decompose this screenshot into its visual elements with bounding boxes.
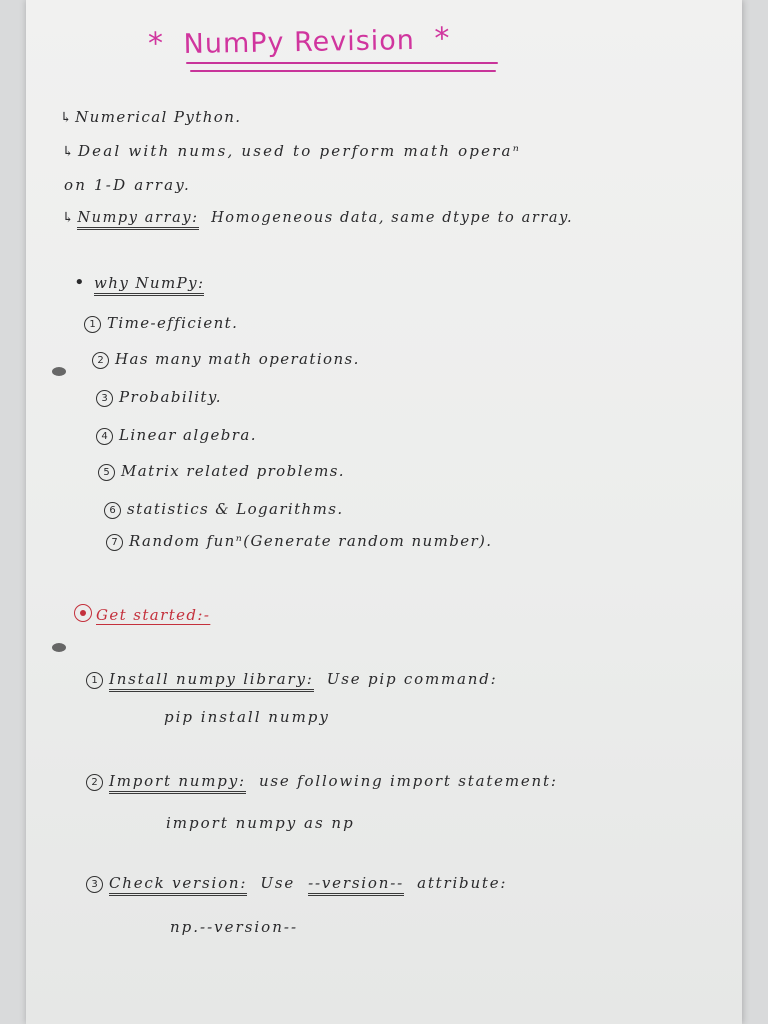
step-2-label: Import numpy:	[109, 772, 246, 794]
why-item-5: 5 Matrix related problems.	[98, 462, 345, 481]
why-item-6: 6 statistics & Logarithms.	[104, 500, 344, 519]
why-item-3: 3 Probability.	[96, 388, 222, 407]
circled-number: 6	[104, 502, 121, 519]
circled-number: 1	[86, 672, 103, 689]
circled-number: 1	[84, 316, 101, 333]
why-heading: • why NumPy:	[74, 272, 204, 293]
intro-line-4: ↳ Numpy array: Homogeneous data, same dtype to array.	[62, 210, 573, 226]
circled-number: 3	[96, 390, 113, 407]
intro-line-2: ↳ Deal with nums, used to perform math operaⁿ	[62, 142, 521, 160]
why-item-2: 2 Has many math operations.	[92, 350, 360, 369]
why-item-1: 1 Time-efficient.	[84, 314, 238, 333]
bullet-icon	[74, 604, 92, 622]
get-started-heading: Get started:-	[74, 604, 210, 624]
step-1: 1 Install numpy library: Use pip command:	[86, 670, 497, 689]
circled-number: 2	[92, 352, 109, 369]
binder-hole-top	[52, 367, 66, 376]
circled-number: 5	[98, 464, 115, 481]
circled-number: 2	[86, 774, 103, 791]
step-2: 2 Import numpy: use following import statement:	[86, 772, 558, 791]
numpy-array-label: Numpy array:	[77, 210, 198, 230]
step-2-code: import numpy as np	[166, 814, 355, 832]
hook-arrow-icon: ↳	[62, 144, 76, 160]
step-1-label: Install numpy library:	[109, 670, 314, 692]
intro-line-1: ↳ Numerical Python.	[60, 108, 242, 126]
step-3-label: Check version:	[109, 874, 247, 896]
title-underline	[186, 62, 498, 64]
why-item-4: 4 Linear algebra.	[96, 426, 257, 445]
step-3-code: np.--version--	[170, 918, 299, 936]
version-attribute: --version--	[308, 874, 404, 896]
title-star-left: *	[147, 26, 165, 62]
page-title	[148, 21, 451, 61]
why-item-7: 7 Random funⁿ(Generate random number).	[106, 532, 492, 551]
circled-number: 7	[106, 534, 123, 551]
circled-number: 4	[96, 428, 113, 445]
intro-line-3: on 1-D array.	[64, 176, 191, 194]
hook-arrow-icon: ↳	[62, 210, 76, 226]
step-3: 3 Check version: Use --version-- attribute:	[86, 874, 507, 893]
title-star-right: *	[434, 21, 451, 57]
title-text: NumPy Revision	[183, 24, 416, 61]
step-1-code: pip install numpy	[164, 708, 330, 726]
hook-arrow-icon: ↳	[60, 110, 74, 126]
bullet-dot: •	[74, 272, 87, 293]
circled-number: 3	[86, 876, 103, 893]
title-underline-second	[190, 70, 496, 72]
binder-hole-bottom	[52, 643, 66, 652]
